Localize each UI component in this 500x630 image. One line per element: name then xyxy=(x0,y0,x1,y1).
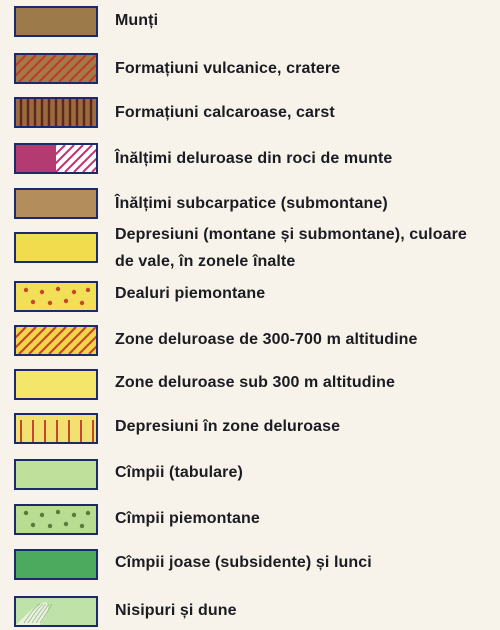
legend-label: Zone deluroase sub 300 m altitudine xyxy=(115,374,396,391)
swatch-mountains xyxy=(14,6,98,37)
swatch-hills-below-300 xyxy=(14,369,98,400)
legend-label: Înălțimi subcarpatice (submontane) xyxy=(115,195,388,212)
swatch-tabular-plains xyxy=(14,459,98,490)
swatch-sands-dunes xyxy=(14,596,98,627)
swatch-piedmont-hills xyxy=(14,281,98,312)
legend-label: Cîmpii piemontane xyxy=(115,510,260,527)
legend-label: Cîmpii (tabulare) xyxy=(115,464,243,481)
swatch-low-plains-meadows xyxy=(14,549,98,580)
legend-label: Formațiuni calcaroase, carst xyxy=(115,104,335,121)
swatch-depressions-high-zones xyxy=(14,232,98,263)
swatch-hills-300-700 xyxy=(14,325,98,356)
legend-label: Zone deluroase de 300-700 m altitudine xyxy=(115,331,418,348)
swatch-depressions-hill-zones xyxy=(14,413,98,444)
legend-label: Înălțimi deluroase din roci de munte xyxy=(115,150,393,167)
swatch-limestone-karst xyxy=(14,97,98,128)
swatch-volcanic-formations xyxy=(14,53,98,84)
swatch-piedmont-plains xyxy=(14,504,98,535)
legend-label: Dealuri piemontane xyxy=(115,285,266,302)
swatch-hills-mountain-rock xyxy=(14,143,98,174)
legend-label: Depresiuni în zone deluroase xyxy=(115,418,341,435)
swatch-subcarpathian-heights xyxy=(14,188,98,219)
legend-label: Cîmpii joase (subsidente) și lunci xyxy=(115,554,372,571)
legend-label: Munți xyxy=(115,12,159,29)
legend-label: Formațiuni vulcanice, cratere xyxy=(115,60,341,77)
legend-label: Depresiuni (montane și submontane), culoare de vale, în zonele înalte xyxy=(115,226,467,270)
legend-label: Nisipuri și dune xyxy=(115,602,237,619)
